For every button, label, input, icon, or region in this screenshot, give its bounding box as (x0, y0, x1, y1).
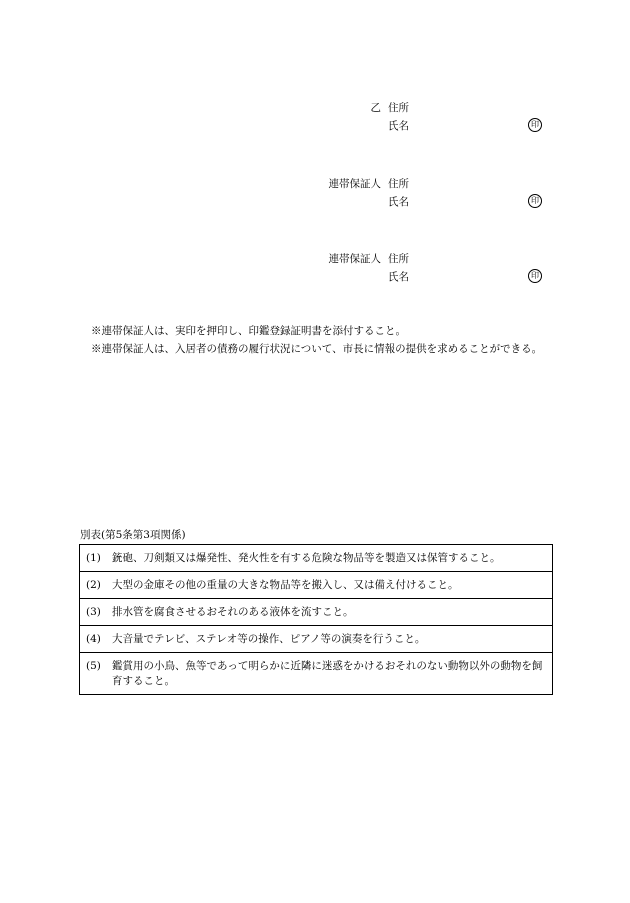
signature-role: 連帯保証人 (328, 178, 381, 190)
signature-block-guarantor-2 (0, 251, 630, 291)
table-row (80, 653, 552, 694)
note-information-request: ※連帯保証人は、入居者の債務の履行状況について、市長に情報の提供を求めることができる。 (91, 343, 543, 355)
table-row (80, 545, 552, 572)
row-number: (4) (86, 633, 101, 645)
row-number: (1) (86, 552, 101, 564)
row-number: (2) (86, 579, 101, 591)
table-title: 別表(第5条第3項関係) (80, 529, 186, 541)
seal-mark: 印 (528, 194, 542, 208)
row-text: 銃砲、刀剣類又は爆発性、発火性を有する危険な物品等を製造又は保管すること。 (112, 552, 501, 564)
row-number: (5) (86, 660, 101, 672)
row-text: 排水管を腐食させるおそれのある液体を流すこと。 (112, 606, 354, 618)
seal-mark: 印 (528, 118, 542, 132)
row-number: (3) (86, 606, 101, 618)
notes (91, 322, 561, 358)
name-label: 氏名 (388, 271, 409, 283)
table-row (80, 572, 552, 599)
address-label: 住所 (388, 253, 409, 265)
signature-role: 乙 (370, 102, 381, 114)
row-text: 鑑賞用の小鳥、魚等であって明らかに近隣に迷惑をかけるおそれのない動物以外の動物を飼育すること。 (112, 660, 543, 687)
signature-role: 連帯保証人 (328, 253, 381, 265)
table-row (80, 626, 552, 653)
name-label: 氏名 (388, 120, 409, 132)
address-label: 住所 (388, 102, 409, 114)
address-label: 住所 (388, 178, 409, 190)
name-label: 氏名 (388, 196, 409, 208)
prohibited-acts-table (79, 544, 553, 695)
row-text: 大型の金庫その他の重量の大きな物品等を搬入し、又は備え付けること。 (112, 579, 459, 591)
signature-block-guarantor-1 (0, 176, 630, 216)
seal-mark: 印 (528, 269, 542, 283)
note-seal-requirement: ※連帯保証人は、実印を押印し、印鑑登録証明書を添付すること。 (91, 325, 406, 337)
table-row (80, 599, 552, 626)
row-text: 大音量でテレビ、ステレオ等の操作、ピアノ等の演奏を行うこと。 (112, 633, 426, 645)
signature-block-lessee (0, 100, 630, 140)
